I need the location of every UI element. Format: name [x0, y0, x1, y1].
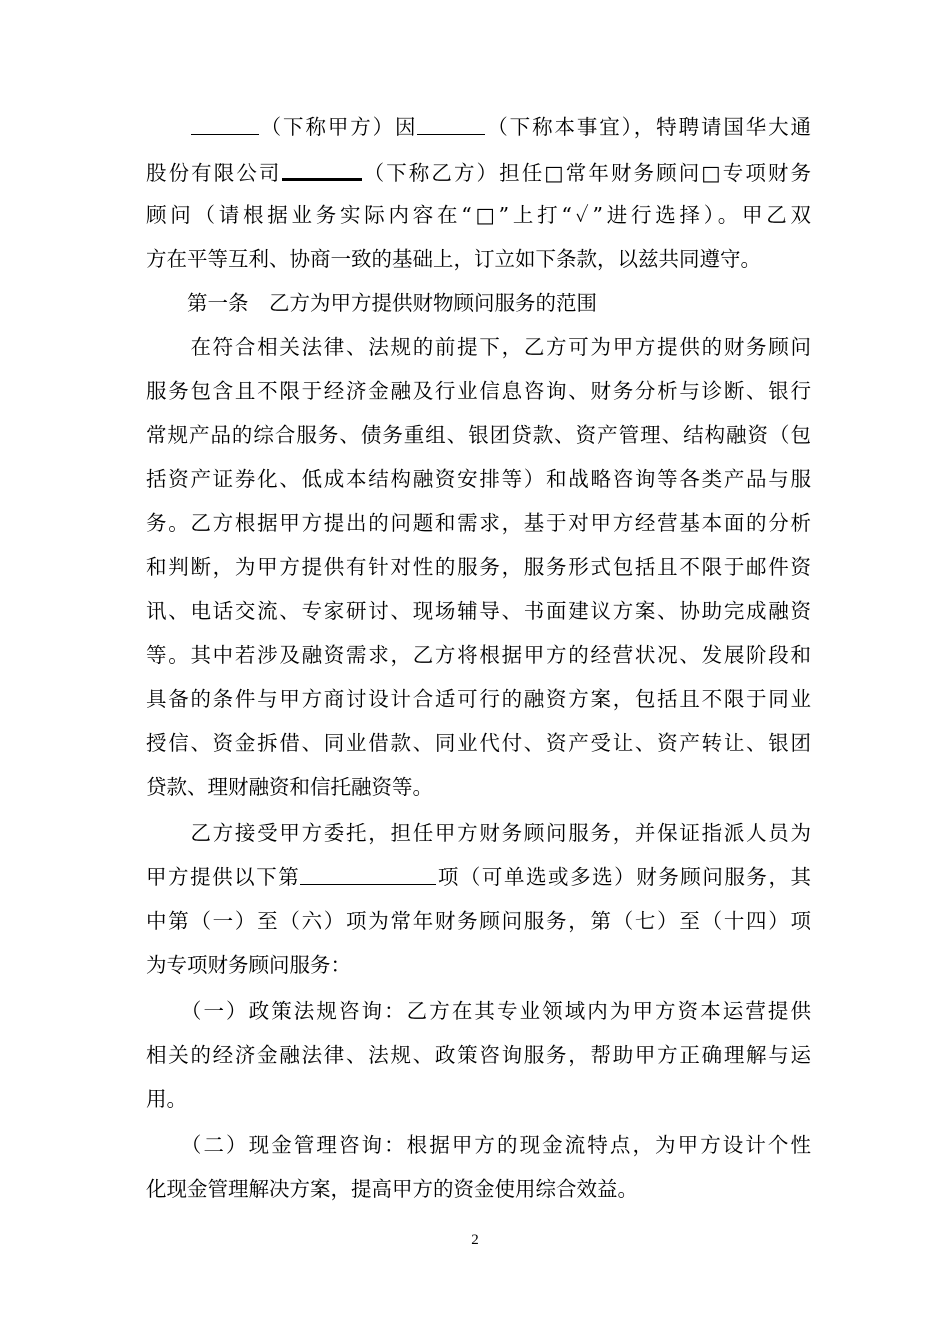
para1-line: 贷款、理财融资和信托融资等。 — [146, 775, 433, 799]
item1-line: 相关的经济金融法律、法规、政策咨询服务，帮助甲方正确理解与运 — [146, 1043, 811, 1067]
matter-blank — [417, 104, 485, 135]
article-title: 乙方为甲方提供财物顾问服务的范围 — [269, 291, 597, 315]
para1-line: 和判断，为甲方提供有针对性的服务，服务形式包括且不限于邮件资 — [146, 555, 811, 579]
para1-line: 授信、资金拆借、同业借款、同业代付、资产受让、资产转让、银团 — [146, 731, 811, 755]
party-b-blank — [282, 148, 362, 181]
item2-line: （二）现金管理咨询：根据甲方的现金流特点，为甲方设计个性 — [191, 1133, 811, 1157]
para1-line: 括资产证券化、低成本结构融资安排等）和战略咨询等各类产品与服 — [146, 467, 811, 491]
para2-line-4: 为专项财务顾问服务： — [146, 953, 351, 977]
para2-line-3: 中第（一）至（六）项为常年财务顾问服务，第（七）至（十四）项 — [146, 909, 811, 933]
intro-line-2: 股份有限公司 （下称乙方）担任□常年财务顾问□专项财务 — [146, 148, 811, 194]
para2-line-2: 甲方提供以下第 项（可单选或多选）财务顾问服务，其 — [146, 854, 811, 900]
intro-line-4: 方在平等互利、协商一致的基础上，订立如下条款，以兹共同遵守。 — [146, 247, 761, 271]
para2-line-1: 乙方接受甲方委托，担任甲方财务顾问服务，并保证指派人员为 — [190, 821, 812, 845]
para1-line: 服务包含且不限于经济金融及行业信息咨询、财务分析与诊断、银行 — [146, 379, 811, 403]
para1-line: 在符合相关法律、法规的前提下，乙方可为甲方提供的财务顾问 — [190, 335, 812, 359]
intro-line-3: 顾问（请根据业务实际内容在“□”上打“✓”进行选择）。甲乙双 — [146, 203, 811, 227]
item1-line: （一）政策法规咨询：乙方在其专业领域内为甲方资本运营提供 — [191, 999, 811, 1023]
para1-line: 具备的条件与甲方商讨设计合适可行的融资方案，包括且不限于同业 — [146, 687, 811, 711]
item-number-blank — [300, 854, 436, 885]
intro-line-1: （下称甲方）因 （下称本事宜），特聘请国华大通 — [146, 104, 811, 150]
item1-line: 用。 — [146, 1087, 187, 1111]
article-1-heading — [146, 280, 811, 326]
para1-line: 讯、电话交流、专家研讨、现场辅导、书面建议方案、协助完成融资 — [146, 599, 811, 623]
party-a-blank — [191, 104, 259, 135]
item2-line: 化现金管理解决方案，提高甲方的资金使用综合效益。 — [146, 1177, 638, 1201]
article-number: 第一条 — [187, 291, 249, 315]
para1-line: 常规产品的综合服务、债务重组、银团贷款、资产管理、结构融资（包 — [146, 423, 811, 447]
page-number: 2 — [471, 1232, 479, 1248]
para1-line: 等。其中若涉及融资需求，乙方将根据甲方的经营状况、发展阶段和 — [146, 643, 811, 667]
para1-line: 务。乙方根据甲方提出的问题和需求，基于对甲方经营基本面的分析 — [146, 511, 811, 535]
